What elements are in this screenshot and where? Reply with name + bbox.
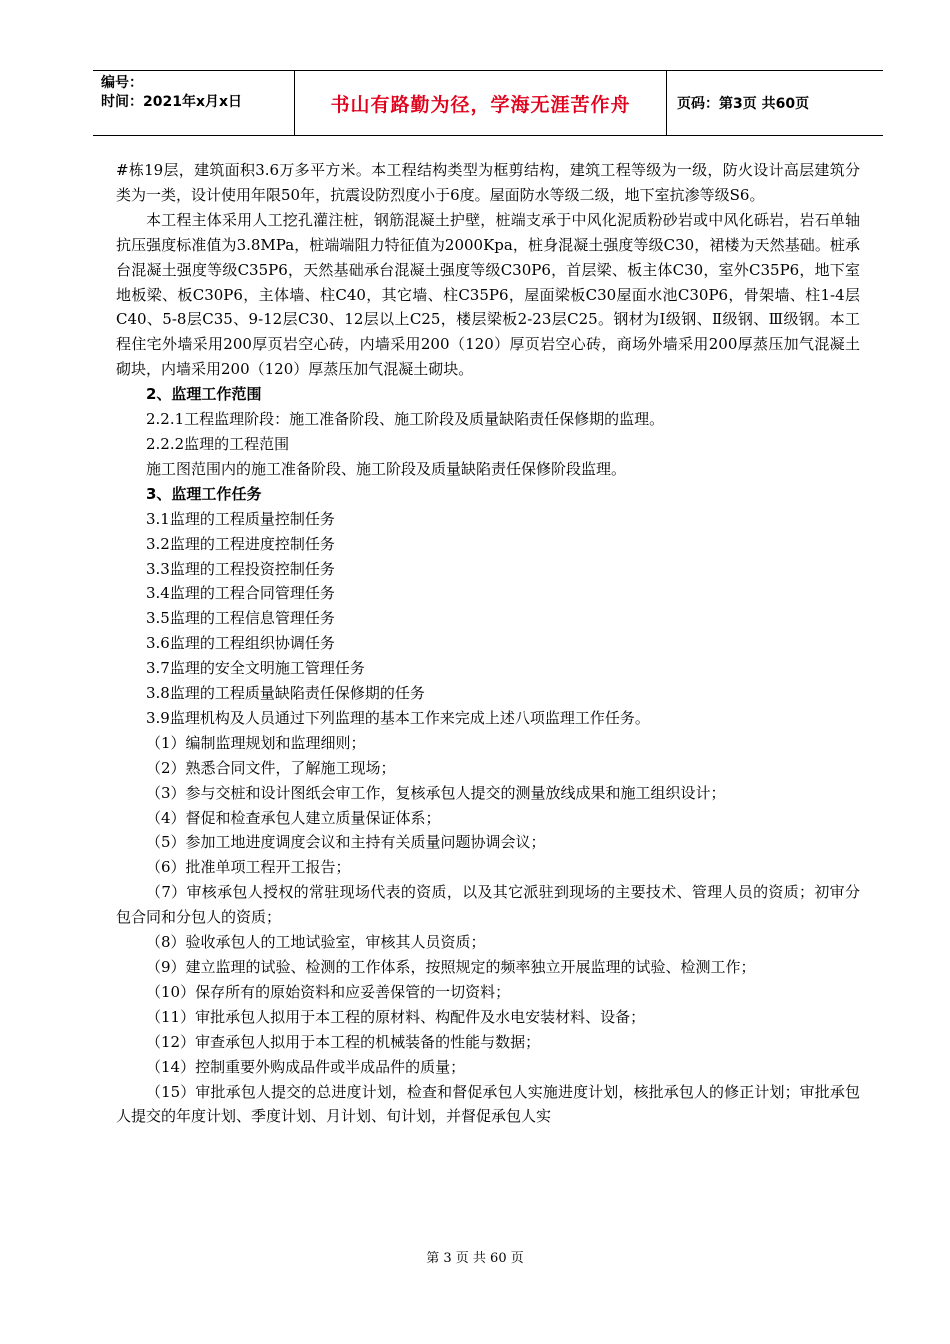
paragraph: 3.9监理机构及人员通过下列监理的基本工作来完成上述八项监理工作任务。 <box>146 708 650 727</box>
paragraph: （9）建立监理的试验、检测的工作体系，按照规定的频率独立开展监理的试验、检测工作； <box>146 958 756 976</box>
paragraph: 3.6监理的工程组织协调任务 <box>146 634 335 653</box>
paragraph: 3.2监理的工程进度控制任务 <box>146 534 335 553</box>
section-heading: 2、监理工作范围 <box>146 385 262 404</box>
paragraph: 施工图范围内的施工准备阶段、施工阶段及质量缺陷责任保修阶段监理。 <box>146 459 627 478</box>
paragraph: 3.7监理的安全文明施工管理任务 <box>146 659 365 678</box>
page-header <box>93 70 883 136</box>
document-time-label: 时间：2021年x月x日 <box>101 94 243 110</box>
paragraph: （2）熟悉合同文件，了解施工现场； <box>146 758 396 777</box>
paragraph: 3.8监理的工程质量缺陷责任保修期的任务 <box>146 684 425 703</box>
paragraph: 2.2.2监理的工程范围 <box>146 434 290 453</box>
header-page-number: 页码：第3页 共60页 <box>677 96 810 112</box>
page-footer: 第 3 页 共 60 页 <box>426 1251 524 1266</box>
header-motto: 书山有路勤为径，学海无涯苦作舟 <box>295 71 667 135</box>
paragraph: 3.4监理的工程合同管理任务 <box>146 584 335 603</box>
paragraph: （4）督促和检查承包人建立质量保证体系； <box>146 808 441 827</box>
paragraph: #栋19层，建筑面积3.6万多平方米。本工程结构类型为框剪结构，建筑工程等级为一级，防火设计高层建筑分类为一类，设计使用年限50年，抗震设防烈度小于6度。屋面防水等级二级，地下室抗渗等级S6。 <box>116 161 860 204</box>
paragraph: 3.1监理的工程质量控制任务 <box>146 509 335 528</box>
paragraph: （6）批准单项工程开工报告； <box>146 858 351 877</box>
header-left-cell <box>93 71 295 135</box>
section-heading: 3、监理工作任务 <box>146 484 262 503</box>
document-body <box>116 158 860 1129</box>
paragraph: 本工程主体采用人工挖孔灌注桩，钢筋混凝土护壁，桩端支承于中风化泥质粉砂岩或中风化砾岩，岩石单轴抗压强度标准值为3.8MPa，桩端端阻力特征值为2000Kpa，桩身混凝土强度等级C30，裙楼为天然基础。桩承台混凝土强度等级C35P6，天然基础承台混凝土强度等级C30P6，首层梁、板主体C30，室外C35P6，地下室地板梁、板C30P6，主体墙、柱C40，其它墙、柱C35P6，屋面梁板C30屋面水池C30P6，骨架墙、柱1-4层C40、5-8层C35、9-12层C30、12层以上C25，楼层梁板2-23层C25。钢材为Ⅰ级钢、Ⅱ级钢、Ⅲ级钢。本工程住宅外墙采用200厚页岩空心砖，内墙采用200（120）厚页岩空心砖，商场外墙采用200厚蒸压加气混凝土砌块，内墙采用200（120）厚蒸压加气混凝土砌块。 <box>116 210 860 379</box>
paragraph: 3.5监理的工程信息管理任务 <box>146 609 335 628</box>
paragraph: （1）编制监理规划和监理细则； <box>146 733 366 752</box>
paragraph: 2.2.1工程监理阶段：施工准备阶段、施工阶段及质量缺陷责任保修期的监理。 <box>146 410 665 429</box>
paragraph: （8）验收承包人的工地试验室，审核其人员资质； <box>146 933 486 952</box>
paragraph: （7）审核承包人授权的常驻现场代表的资质，以及其它派驻到现场的主要技术、管理人员的资质；初审分包合同和分包人的资质； <box>116 883 860 927</box>
paragraph: （12）审查承包人拟用于本工程的机械装备的性能与数据； <box>146 1032 541 1051</box>
paragraph: （5）参加工地进度调度会议和主持有关质量问题协调会议； <box>146 833 546 852</box>
paragraph: （10）保存所有的原始资料和应妥善保管的一切资料； <box>146 982 511 1001</box>
paragraph: （14）控制重要外购成品件或半成品件的质量； <box>146 1057 466 1076</box>
paragraph: （15）审批承包人提交的总进度计划，检查和督促承包人实施进度计划，核批承包人的修正计划；审批承包人提交的年度计划、季度计划、月计划、旬计划，并督促承包人实 <box>116 1082 860 1126</box>
paragraph: （11）审批承包人拟用于本工程的原材料、构配件及水电安装材料、设备； <box>146 1007 646 1026</box>
document-number-label: 编号： <box>101 75 143 91</box>
paragraph: （3）参与交桩和设计图纸会审工作，复核承包人提交的测量放线成果和施工组织设计； <box>146 783 726 802</box>
paragraph: 3.3监理的工程投资控制任务 <box>146 559 335 578</box>
